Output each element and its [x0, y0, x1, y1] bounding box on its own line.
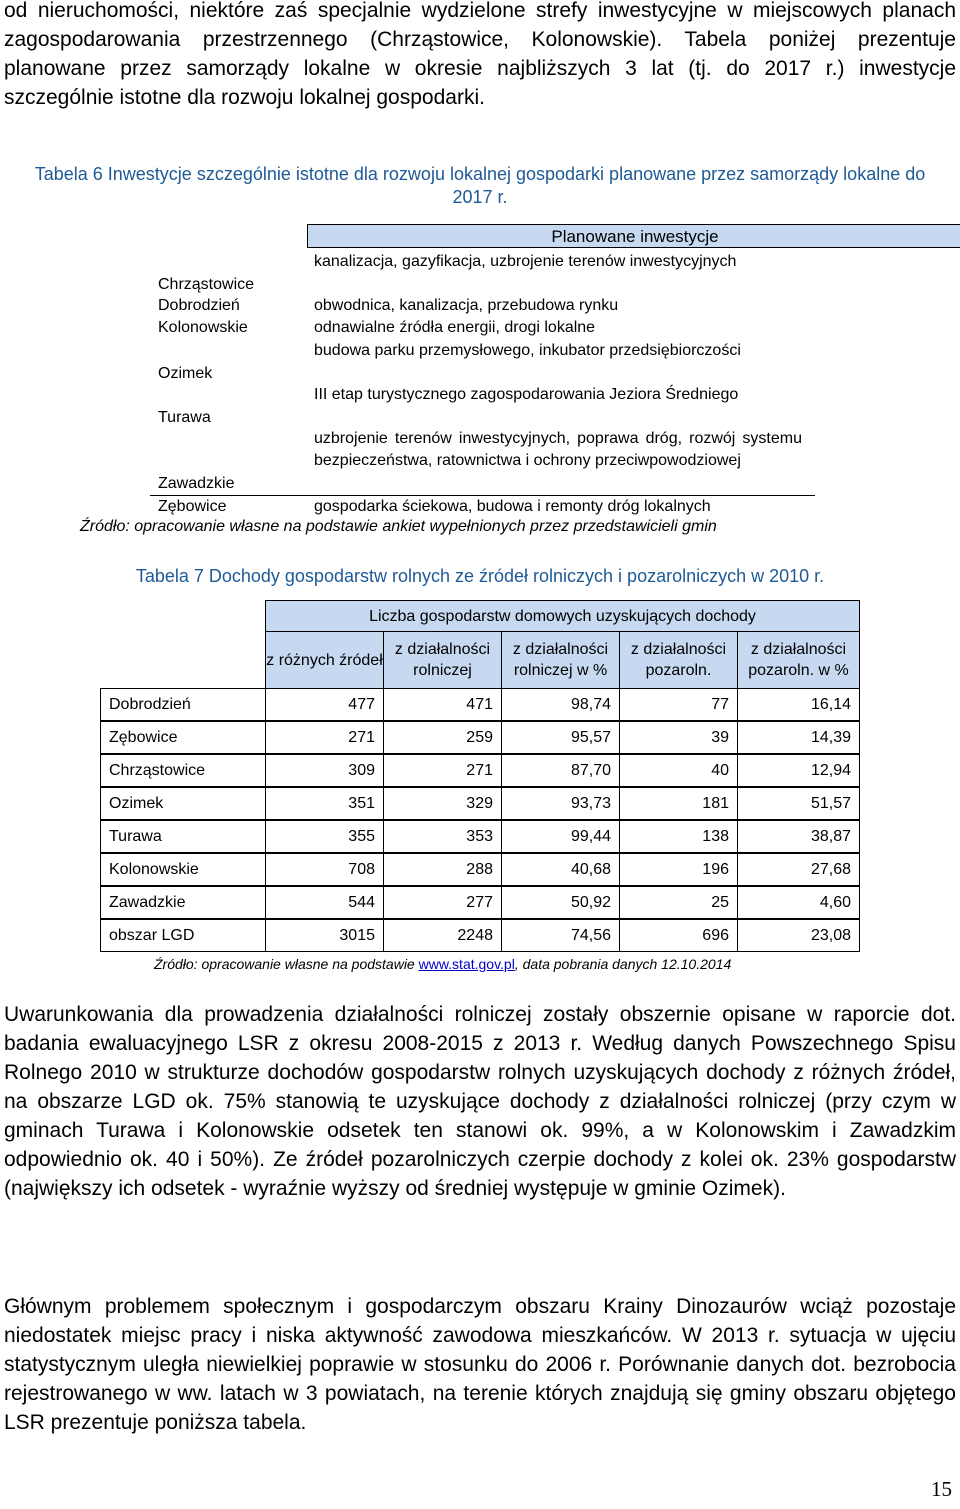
- table7-value-cell: 271: [383, 754, 502, 787]
- table7-gmina-cell: obszar LGD: [100, 919, 266, 952]
- table7-value-cell: 87,70: [501, 754, 620, 787]
- table6-investments: obwodnica, kanalizacja, przebudowa rynku: [314, 297, 619, 314]
- table7-value-cell: 471: [383, 688, 502, 721]
- table6-row: [150, 428, 815, 495]
- table7-value-cell: 50,92: [501, 886, 620, 919]
- table7-value-cell: 51,57: [737, 787, 860, 820]
- table6-investments: kanalizacja, gazyfikacja, uzbrojenie terenów inwestycyjnych: [314, 253, 737, 270]
- table7-value-cell: 74,56: [501, 919, 620, 952]
- table6-gmina: Dobrodzień: [158, 297, 240, 314]
- table6-gmina: Kolonowskie: [158, 319, 248, 336]
- table6-row: [150, 295, 815, 317]
- table7-value-cell: 77: [619, 688, 738, 721]
- table7-gmina-cell: Dobrodzień: [100, 688, 266, 721]
- table6-caption: Tabela 6 Inwestycje szczególnie istotne dla rozwoju lokalnej gospodarki planowane przez samorządy lokalne do 2017 r.: [34, 164, 926, 207]
- table7-value-cell: 40,68: [501, 853, 620, 886]
- table7-group-header: Liczba gospodarstw domowych uzyskujących dochody: [265, 600, 860, 632]
- table6-row: [150, 317, 815, 339]
- table7-gmina-cell: Turawa: [100, 820, 266, 853]
- table6-gmina: Ozimek: [158, 365, 213, 382]
- table7-value-cell: 696: [619, 919, 738, 952]
- table7-col-header: z działalności rolniczej w %: [501, 631, 620, 689]
- table7-value-cell: 27,68: [737, 853, 860, 886]
- table7-value-cell: 12,94: [737, 754, 860, 787]
- table6-row: [150, 249, 815, 296]
- table7-value-cell: 25: [619, 886, 738, 919]
- intro-paragraph: od nieruchomości, niektóre zaś specjalnie wydzielone strefy inwestycyjne w miejscowych planach zagospodarowania przestrzennego (Chrząstowice, Kolonowskie). Tabela poniżej prezentuje planowane przez samorządy lokalne w okresie najbliższych 3 lat (tj. do 2017 r.) inwestycje szczególnie istotne dla rozwoju lokalnej gospodarki.: [4, 0, 956, 109]
- table7-value-cell: 98,74: [501, 688, 620, 721]
- table6-gmina: Zębowice: [158, 498, 227, 515]
- table7-gmina-cell: Ozimek: [100, 787, 266, 820]
- table7-value-cell: 16,14: [737, 688, 860, 721]
- table6-investments: uzbrojenie terenów inwestycyjnych, poprawa dróg, rozwój systemu bezpieczeństwa, ratownictwa i ochrony przeciwpowodziowej: [314, 430, 802, 469]
- table7-value-cell: 4,60: [737, 886, 860, 919]
- table7-value-cell: 181: [619, 787, 738, 820]
- table7-col-header: z działalności rolniczej: [383, 631, 502, 689]
- table7-value-cell: 95,57: [501, 721, 620, 754]
- table7-value-cell: 353: [383, 820, 502, 853]
- table7-source-date: , data pobrania danych 12.10.2014: [514, 956, 732, 972]
- page-number: 15: [931, 1477, 952, 1501]
- table7-value-cell: 351: [265, 787, 384, 820]
- table7-value-cell: 288: [383, 853, 502, 886]
- table6-source: Źródło: opracowanie własne na podstawie ankiet wypełnionych przez przedstawicieli gmin: [80, 518, 717, 535]
- table7-value-cell: 14,39: [737, 721, 860, 754]
- paragraph-3: Głównym problemem społecznym i gospodarczym obszaru Krainy Dinozaurów wciąż pozostaje niedostatek miejsc pracy i niska aktywność zawodowa mieszkańców. W 2013 r. sytuacja w ujęciu statystycznym uległa niewielkiej poprawie w stosunku do 2006 r. Porównanie danych dot. bezrobocia rejestrowanego w ww. latach w 3 powiatach, na terenie których znajdują się gminy obszaru objętego LSR prezentuje poniższa tabela.: [4, 1295, 956, 1434]
- table6-investments: gospodarka ściekowa, budowa i remonty dróg lokalnych: [314, 498, 711, 515]
- table7-value-cell: 39: [619, 721, 738, 754]
- table6-investments: odnawialne źródła energii, drogi lokalne: [314, 319, 596, 336]
- table6-header: Planowane inwestycje: [307, 224, 960, 248]
- table7-row: [100, 853, 860, 886]
- table7-caption: Tabela 7 Dochody gospodarstw rolnych ze źródeł rolniczych i pozarolniczych w 2010 r.: [135, 566, 825, 586]
- table7-col-header: z działalności pozaroln. w %: [737, 631, 860, 689]
- table7-value-cell: 3015: [265, 919, 384, 952]
- table6-investments: III etap turystycznego zagospodarowania Jeziora Średniego: [314, 386, 739, 403]
- stat-gov-link[interactable]: www.stat.gov.pl: [418, 956, 515, 972]
- table7-value-cell: 271: [265, 721, 384, 754]
- table6-investments: budowa parku przemysłowego, inkubator przedsiębiorczości: [314, 342, 741, 359]
- table7-value-cell: 355: [265, 820, 384, 853]
- table7-value-cell: 23,08: [737, 919, 860, 952]
- table7-value-cell: 93,73: [501, 787, 620, 820]
- table7-source-text: Źródło: opracowanie własne na podstawie: [154, 956, 419, 972]
- table7-value-cell: 38,87: [737, 820, 860, 853]
- table7: [100, 600, 860, 952]
- paragraph-2: Uwarunkowania dla prowadzenia działalności rolniczej zostały obszernie opisane w raporcie dot. badania ewaluacyjnego LSR z okresu 2008-2015 z 2013 r. Według danych Powszechnego Spisu Rolnego 2010 w strukturze dochodów gospodarstw rolnych uzyskujących dochody z różnych źródeł, na obszarze LGD ok. 75% stanowią te uzyskujące dochody z działalności rolniczej (przy czym w gminach Turawa i Kolonowskie odsetek ten stanowi ok. 99%, a w Kolonowskim i Zawadzkim odpowiednio ok. 40 i 50%). Ze źródeł pozarolniczych czerpie dochody z kolei ok. 23% gospodarstw (największy ich odsetek - wyraźnie wyższy od średniej występuje w gminie Ozimek).: [4, 1003, 956, 1200]
- table7-value-cell: 138: [619, 820, 738, 853]
- table7-value-cell: 544: [265, 886, 384, 919]
- table7-row: [100, 919, 860, 952]
- table7-gmina-cell: Chrząstowice: [100, 754, 266, 787]
- table7-value-cell: 196: [619, 853, 738, 886]
- table7-value-cell: 40: [619, 754, 738, 787]
- table6-gmina: Chrząstowice: [158, 276, 255, 293]
- table7-source: [154, 955, 731, 973]
- table6-row: [150, 340, 815, 385]
- table7-value-cell: 477: [265, 688, 384, 721]
- table6-gmina: Turawa: [158, 409, 211, 426]
- table7-row: [100, 688, 860, 721]
- table7-value-cell: 259: [383, 721, 502, 754]
- table7-row: [100, 787, 860, 820]
- table6-row: [150, 495, 815, 518]
- table7-value-cell: 329: [383, 787, 502, 820]
- table7-row: [100, 886, 860, 919]
- table7-value-cell: 99,44: [501, 820, 620, 853]
- table6-gmina: Zawadzkie: [158, 475, 235, 492]
- table7-row: [100, 754, 860, 787]
- table7-value-cell: 277: [383, 886, 502, 919]
- table6-row: [150, 384, 815, 429]
- table7-col-header: z różnych źródeł: [265, 631, 384, 689]
- table7-value-cell: 708: [265, 853, 384, 886]
- table7-col-header: z działalności pozaroln.: [619, 631, 738, 689]
- table7-row: [100, 820, 860, 853]
- table7-row: [100, 721, 860, 754]
- table7-gmina-cell: Zębowice: [100, 721, 266, 754]
- table7-value-cell: 309: [265, 754, 384, 787]
- table7-gmina-cell: Kolonowskie: [100, 853, 266, 886]
- table7-value-cell: 2248: [383, 919, 502, 952]
- table7-gmina-cell: Zawadzkie: [100, 886, 266, 919]
